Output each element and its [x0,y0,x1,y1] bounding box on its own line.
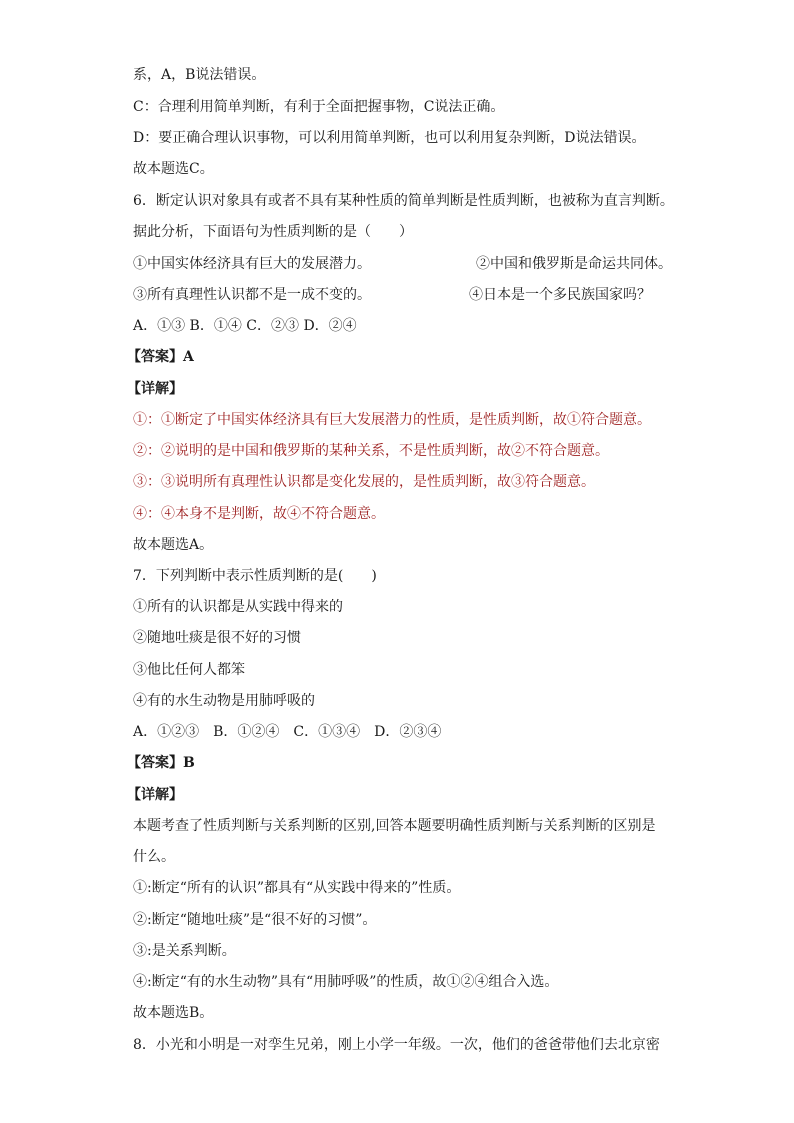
q7-explanation-3: ③:是关系判断。 [133,943,236,959]
q7-statement-4: ④有的水生动物是用肺呼吸的 [133,693,315,709]
q6-statement-1: ①中国实体经济具有巨大的发展潜力。 [133,256,371,272]
q7-explanation-2: ②:断定“随地吐痰”是“很不好的习惯”。 [133,912,377,928]
q7-statement-1: ①所有的认识都是从实践中得来的 [133,599,343,615]
question-8-stem: 8．小光和小明是一对孪生兄弟，刚上小学一年级。一次，他们的爸爸带他们去北京密 [133,1037,660,1053]
q6-conclusion: 故本题选A。 [133,537,214,553]
q6-choices: A．①③ B．①④ C．②③ D．②④ [133,318,357,334]
q7-explanation-heading: 【详解】 [127,787,183,803]
q7-explanation-intro-cont: 什么。 [133,849,175,865]
q7-explanation-4: ④:断定“有的水生动物”具有“用肺呼吸”的性质，故①②④组合入选。 [133,974,559,990]
text-line: 系，A，B说法错误。 [133,67,266,83]
q7-explanation-1: ①:断定“所有的认识”都具有“从实践中得来的”性质。 [133,880,461,896]
q6-explanation-4: ④：④本身不是判断，故④不符合题意。 [133,506,385,522]
q6-explanation-1: ①：①断定了中国实体经济具有巨大发展潜力的性质，是性质判断，故①符合题意。 [133,412,651,428]
q6-statement-4: ④日本是一个多民族国家吗？ [469,287,651,303]
q6-answer: 【答案】A [127,349,194,365]
q7-explanation-intro: 本题考查了性质判断与关系判断的区别,回答本题要明确性质判断与关系判断的区别是 [133,818,656,834]
q6-explanation-2: ②：②说明的是中国和俄罗斯的某种关系，不是性质判断，故②不符合题意。 [133,443,609,459]
option-d-analysis: D：要正确合理认识事物，可以利用简单判断，也可以利用复杂判断，D说法错误。 [133,130,646,146]
question-7-stem: 7．下列判断中表示性质判断的是( ) [133,568,377,584]
q7-answer: 【答案】B [127,755,195,771]
q7-statement-2: ②随地吐痰是很不好的习惯 [133,630,301,646]
q7-conclusion: 故本题选B。 [133,1005,214,1021]
question-6-stem: 6．断定认识对象具有或者不具有某种性质的简单判断是性质判断，也被称为直言判断。 [133,193,674,209]
q6-statement-3: ③所有真理性认识都不是一成不变的。 [133,287,371,303]
q6-statement-2: ②中国和俄罗斯是命运共同体。 [476,256,672,272]
q7-statement-3: ③他比任何人都笨 [133,662,245,678]
q6-explanation-3: ③：③说明所有真理性认识都是变化发展的，是性质判断，故③符合题意。 [133,474,595,490]
q7-choices: A．①②③ B．①②④ C．①③④ D．②③④ [133,724,442,740]
question-6-prompt: 据此分析，下面语句为性质判断的是（ ） [133,224,413,240]
conclusion: 故本题选C。 [133,161,214,177]
q6-explanation-heading: 【详解】 [127,381,183,397]
option-c-analysis: C：合理利用简单判断，有利于全面把握事物，C说法正确。 [133,99,505,115]
